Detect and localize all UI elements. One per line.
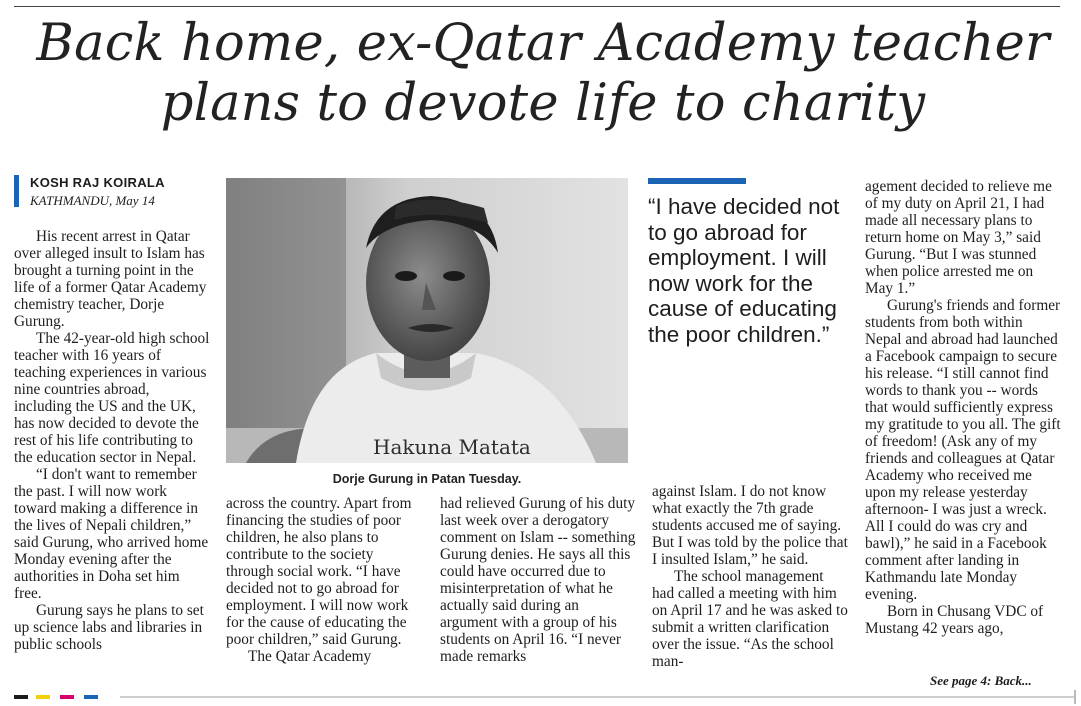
paragraph: His recent arrest in Qatar over alleged insult to Islam has brought a turning point in the life of a former Qatar Academy chemistry teacher, Dorje Gurung. xyxy=(14,228,207,330)
headline: Back home, ex-Qatar Academy teacher plans to devote life to charity xyxy=(36,14,1050,133)
top-rule xyxy=(14,6,1060,7)
paragraph: agement decided to relieve me of my duty on April 21, I had made all necessary plans to return home on May 3,” said Gurung. “But I was stunned when police arrested me on May 1.” xyxy=(865,178,1052,297)
pull-quote: “I have decided not to go abroad for employment. I will now work for the cause of educating the poor children.” xyxy=(648,194,840,347)
paragraph: The school management had called a meeting with him on April 17 and he was asked to submit a written clarification over the issue. “As the school man- xyxy=(652,568,848,670)
edge-mark xyxy=(1074,690,1076,704)
article-column-1 xyxy=(14,228,210,688)
paragraph: The Qatar Academy xyxy=(248,648,372,665)
shirt-print: Hakuna Matata xyxy=(373,435,531,459)
swatch-cyan xyxy=(84,695,98,699)
article-photo xyxy=(226,178,628,463)
bottom-rule xyxy=(120,696,1074,698)
paragraph: against Islam. I do not know what exactly the 7th grade students accused me of saying. But I was told by the police that I insulted Islam,” he said. xyxy=(652,483,848,568)
photo-caption: Dorje Gurung in Patan Tuesday. xyxy=(332,472,522,486)
pull-quote-accent-bar xyxy=(648,178,746,184)
paragraph: across the country. Apart from financing the studies of poor children, he also plans to contribute to the society through social work. “I have decided not to go abroad for employment. I will now work for the cause of educating the poor children,” said Gurung. xyxy=(226,495,412,648)
swatch-magenta xyxy=(60,695,74,699)
paragraph: Gurung says he plans to set up science labs and libraries in public schools xyxy=(14,602,204,653)
paragraph: The 42-year-old high school teacher with 16 years of teaching experiences in various nine countries abroad, including the US and the UK, has now decided to devote the rest of his life contributing to the education sector in Nepal. xyxy=(14,330,210,466)
article-column-4 xyxy=(652,483,848,688)
paragraph: Born in Chusang VDC of Mustang 42 years ago, xyxy=(865,603,1044,637)
swatch-yellow xyxy=(36,695,50,699)
byline-name: KOSH RAJ KOIRALA xyxy=(30,175,165,190)
continuation-jump: See page 4: Back... xyxy=(930,673,1032,688)
portrait-image xyxy=(226,178,628,463)
article-column-3 xyxy=(440,495,636,688)
article-column-2 xyxy=(226,495,422,688)
byline-accent-bar xyxy=(14,175,19,207)
paragraph: “I don't want to remember the past. I will now work toward making a difference in the lives of Nepali children,” said Gurung, who arrived home Monday evening after the authorities in Doha set him free. xyxy=(14,466,209,602)
swatch-black xyxy=(14,695,28,699)
paragraph: Gurung's friends and former students from both within Nepal and abroad had launched a Facebook campaign to secure his release. “I still cannot find words to thank you -- words that would sufficiently express my gratitude to you all. The gift of freedom! (Ask any of my friends and colleagues at Qatar Academy who received me upon my release yesterday afternoon- I was just a wreck. All I could do was cry and bawl),” he said in a Facebook comment after landing in Kathmandu late Monday evening. xyxy=(865,297,1061,603)
byline-dateline: KATHMANDU, May 14 xyxy=(30,193,155,208)
paragraph: had relieved Gurung of his duty last week over a derogatory comment on Islam -- something Gurung denies. He says all this could have occurred due to misinterpretation of what he actually said during an argument with a group of his students on April 16. “I never made remarks xyxy=(440,495,636,665)
article-column-5 xyxy=(865,178,1061,670)
